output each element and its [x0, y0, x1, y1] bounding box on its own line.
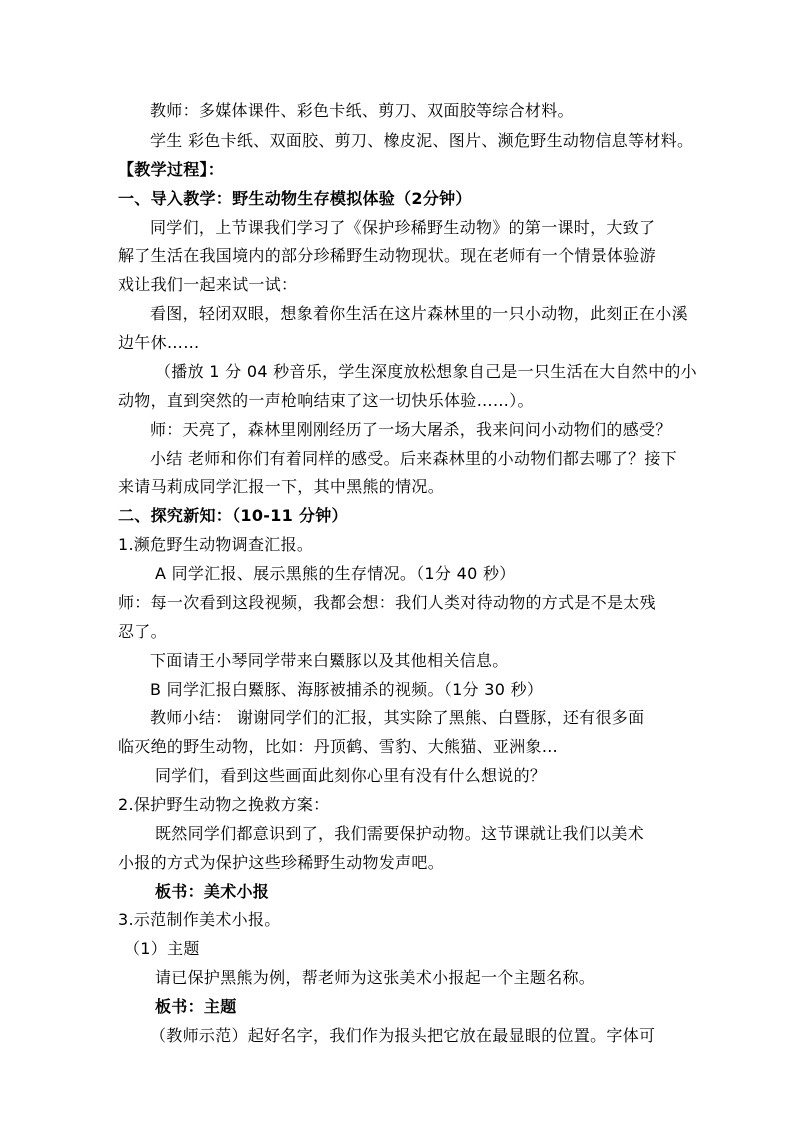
paragraph-line: 既然同学们都意识到了，我们需要保护动物。这节课就让我们以美术 [155, 824, 645, 843]
paragraph-line: 小结 老师和你们有着同样的感受。后来森林里的小动物们都去哪了？接下 [150, 449, 677, 468]
list-item: 3.示范制作美术小报。 [118, 910, 281, 929]
board-note: 板书：美术小报 [155, 882, 270, 901]
paragraph-line: 来请马莉成同学汇报一下，其中黑熊的情况。 [118, 477, 445, 496]
list-item: 2.保护野生动物之挽救方案： [118, 795, 330, 814]
paragraph-line: 戏让我们一起来试一试： [118, 275, 298, 294]
paragraph-line: 下面请王小琴同学带来白鱀豚以及其他相关信息。 [150, 651, 509, 670]
paragraph-line: 解了生活在我国境内的部分珍稀野生动物现状。现在老师有一个情景体验游 [118, 246, 656, 265]
paragraph-line: 边午休…… [118, 333, 200, 352]
paragraph-line: （教师示范）起好名字，我们作为报头把它放在最显眼的位置。字体可 [150, 1026, 656, 1045]
list-item: 1.濒危野生动物调查汇报。 [118, 535, 314, 554]
materials-student-line: 学生 彩色卡纸、双面胶、剪刀、橡皮泥、图片、濒危野生动物信息等材料。 [150, 131, 694, 150]
paragraph-line: 动物，直到突然的一声枪响结束了这一切快乐体验……）。 [118, 391, 534, 410]
materials-teacher-line: 教师：多媒体课件、彩色卡纸、剪刀、双面胶等综合材料。 [150, 101, 574, 120]
paragraph-line: （播放 1 分 04 秒音乐，学生深度放松想象自己是一只生活在大自然中的小 [155, 362, 697, 381]
paragraph-line: 看图，轻闭双眼，想象着你生活在这片森林里的一只小动物，此刻正在小溪 [150, 304, 688, 323]
paragraph-line: 临灭绝的野生动物，比如：丹顶鹤、雪豹、大熊猫、亚洲象… [118, 737, 559, 756]
paragraph-line: 同学们，上节课我们学习了《保护珍稀野生动物》的第一课时，大致了 [150, 218, 656, 237]
paragraph-line: 同学们，看到这些画面此刻你心里有没有什么想说的？ [155, 766, 547, 785]
paragraph-line: 师：每一次看到这段视频，我都会想：我们人类对待动物的方式是不是太残 [118, 593, 656, 612]
paragraph-line: A 同学汇报、展示黑熊的生存情况。（1分 40 秒） [155, 564, 516, 583]
board-note: 板书：主题 [155, 997, 237, 1016]
paragraph-line: B 同学汇报白鱀豚、海豚被捕杀的视频。（1分 30 秒） [150, 680, 544, 699]
section-heading-explore: 二、探究新知：（10-11 分钟） [118, 506, 348, 525]
section-heading-teaching-process: 【教学过程】： [118, 160, 225, 179]
paragraph-line: 小报的方式为保护这些珍稀野生动物发声吧。 [118, 853, 445, 872]
paragraph-line: 忍了。 [118, 622, 167, 641]
section-heading-intro: 一、导入教学：野生动物生存模拟体验（2分钟） [118, 189, 472, 208]
paragraph-line: 师：天亮了，森林里刚刚经历了一场大屠杀，我来问问小动物们的感受？ [150, 420, 672, 439]
paragraph-line: 请已保护黑熊为例，帮老师为这张美术小报起一个主题名称。 [155, 968, 596, 987]
paragraph-line: 教师小结： 谢谢同学们的汇报，其实除了黑熊、白暨豚，还有很多面 [150, 708, 645, 727]
sub-list-item: （1）主题 [124, 939, 200, 958]
